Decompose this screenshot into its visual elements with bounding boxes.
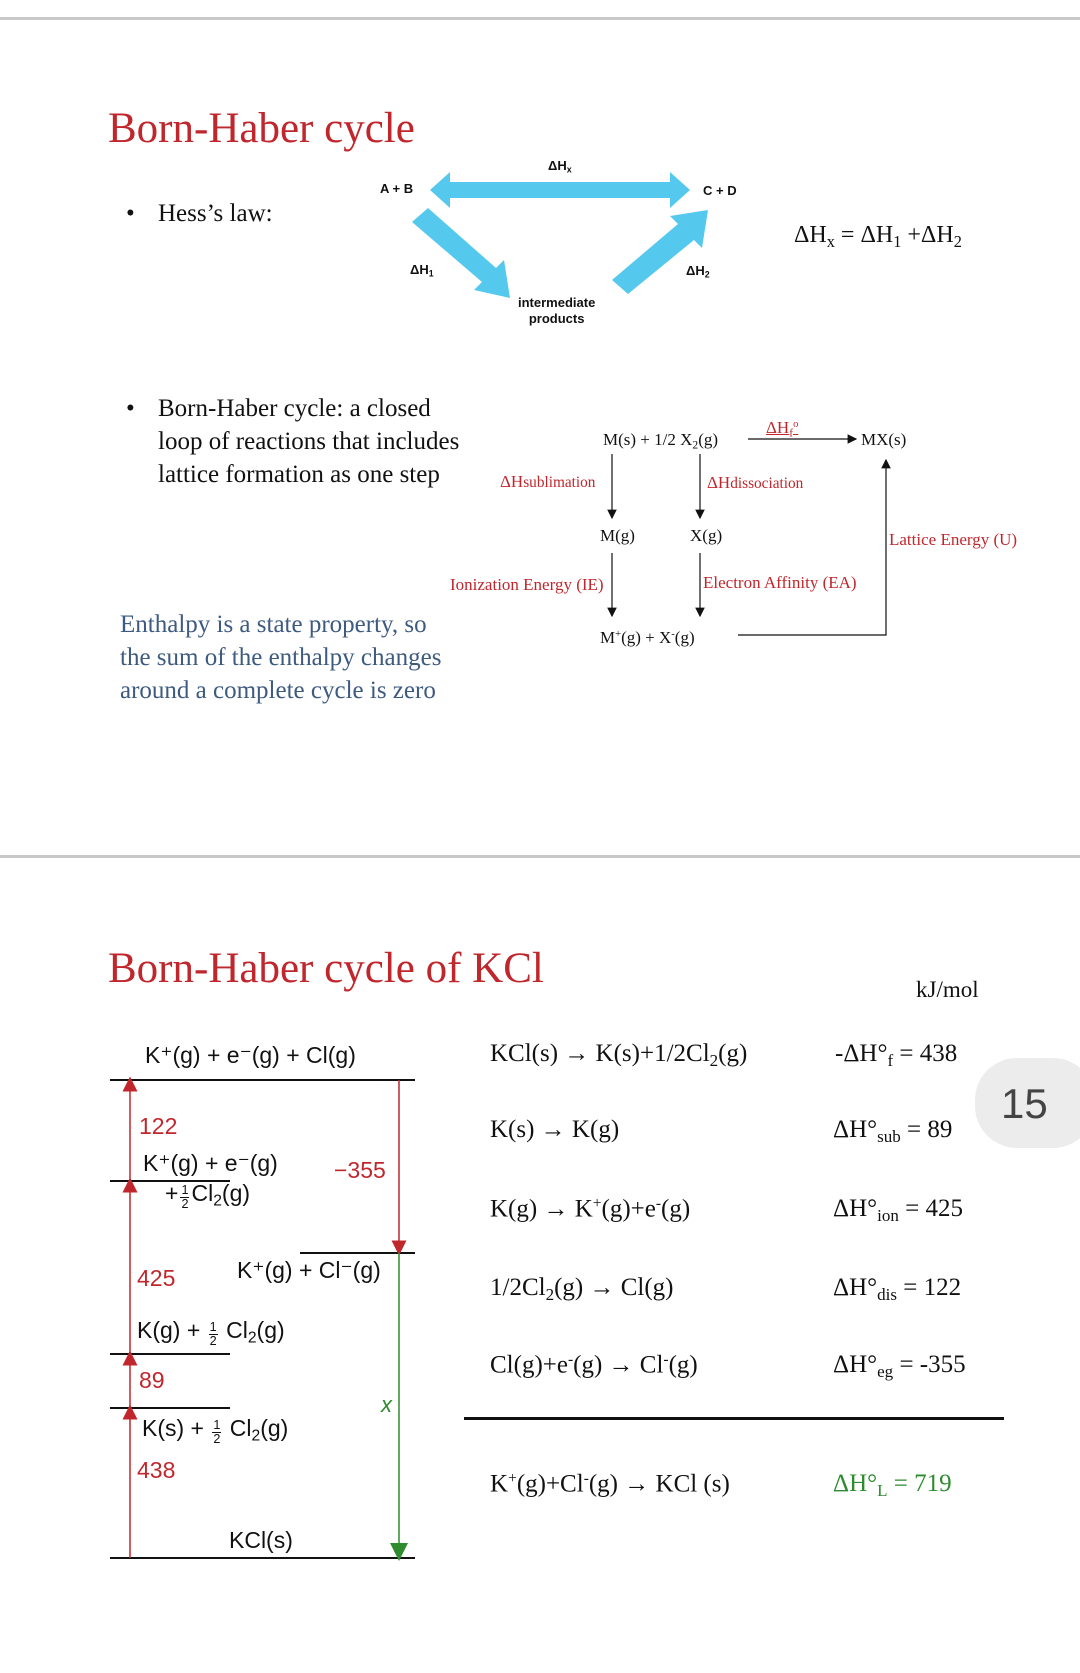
level-2-label-b: + $\frac{1}{2}$ $Cl_2(g)$ bbox=[165, 1180, 251, 1211]
level-4-label: K(g) + $\frac{1}{2}$ $Cl_2(g)$ bbox=[137, 1317, 285, 1348]
level-bottom-label: KCl(s) bbox=[229, 1527, 293, 1553]
cycle-lattice: Lattice Energy (U) bbox=[889, 530, 1018, 549]
bullet-born-haber bbox=[126, 392, 478, 491]
cycle-ie: Ionization Energy (IE) bbox=[450, 575, 604, 594]
page-number: 15 bbox=[1001, 1080, 1048, 1127]
hess-dh1: $\Delta H_1$ bbox=[410, 262, 434, 279]
cycle-mg: M(g) bbox=[600, 526, 635, 545]
hess-ab: A + B bbox=[380, 181, 414, 196]
level-top-label: K⁺(g) + e⁻(g) + Cl(g) bbox=[145, 1042, 356, 1068]
bullet-dot: • bbox=[126, 200, 135, 227]
bullet-hess-law bbox=[126, 197, 273, 230]
hess-equation: $\Delta H_x = \Delta H_1 +\Delta H_2$ bbox=[794, 222, 962, 251]
state-property-note: Enthalpy is a state property, so the sum of the enthalpy changes around a complete cycle is zero bbox=[120, 611, 442, 704]
value-122: 122 bbox=[139, 1113, 178, 1139]
value-438: 438 bbox=[137, 1457, 176, 1483]
value-89: 89 bbox=[139, 1367, 165, 1393]
reaction-total-dh: $\Delta H^\circ_L = 719$ bbox=[833, 1470, 952, 1501]
reaction-dh-2: $\Delta H^\circ_{sub} = 89$ bbox=[833, 1116, 953, 1147]
reaction-dh-1: $-\Delta H^\circ_f = 438$ bbox=[835, 1040, 958, 1071]
bullet-dot: • bbox=[126, 395, 135, 422]
cycle-ea: Electron Affinity (EA) bbox=[703, 573, 857, 592]
bullet-born-haber-text: Born-Haber cycle: a closed loop of reactions that includes lattice formation as one step bbox=[158, 395, 460, 488]
reaction-dh-4: $\Delta H^\circ_{dis} = 122$ bbox=[833, 1274, 962, 1305]
reaction-dh-5: $\Delta H^\circ_{eg} = -355$ bbox=[833, 1351, 966, 1382]
slide2-title: Born-Haber cycle of KCl bbox=[108, 945, 544, 992]
cycle-mx: MX(s) bbox=[861, 430, 907, 449]
units-label: kJ/mol bbox=[916, 977, 979, 1002]
cycle-top-left: M(s) + 1/2 $X_2(g)$ bbox=[603, 430, 719, 452]
hess-dhx: $\Delta H_x$ bbox=[548, 158, 572, 175]
top-divider bbox=[0, 17, 1080, 20]
reaction-dh-3: $\Delta H^\circ_{ion} = 425$ bbox=[833, 1195, 963, 1226]
level-3-label: K⁺(g) + Cl⁻(g) bbox=[237, 1257, 381, 1283]
cycle-dissociation: ΔHdissociation bbox=[707, 473, 804, 492]
cycle-sublimation: ΔHsublimation bbox=[500, 472, 596, 491]
cycle-ions: M+(g) + X-(g) bbox=[600, 628, 695, 647]
reaction-row-2: K(s) → K(g) bbox=[490, 1116, 620, 1143]
reaction-row-3: K(g) → K+(g)+e-(g) bbox=[490, 1195, 691, 1223]
reaction-total: K+(g)+Cl-(g) → KCl (s) bbox=[490, 1470, 730, 1498]
value-x: x bbox=[381, 1392, 392, 1417]
hess-arrow-dh2 bbox=[612, 210, 708, 294]
hess-dh2: $\Delta H_2$ bbox=[686, 263, 710, 280]
reaction-row-5: Cl(g)+e-(g) → Cl-(g) bbox=[490, 1351, 698, 1379]
cycle-xg: X(g) bbox=[690, 526, 723, 545]
slide1-title: Born-Haber cycle bbox=[108, 105, 415, 152]
value-425: 425 bbox=[137, 1265, 176, 1291]
reaction-row-1: $KCl(s) \to K(s)+1/2Cl_2(g)$ bbox=[490, 1040, 748, 1071]
cycle-dhf: $\Delta H_f^o$ bbox=[766, 418, 799, 440]
level-5-label: K(s) + $\frac{1}{2}$ $Cl_2(g)$ bbox=[142, 1415, 289, 1446]
slide-divider bbox=[0, 855, 1080, 858]
sum-rule-line bbox=[464, 1417, 1004, 1420]
value-neg355: −355 bbox=[334, 1157, 386, 1183]
hess-arrow-dh1 bbox=[412, 208, 510, 298]
bullet-hess-text: Hess’s law: bbox=[158, 200, 273, 227]
reaction-row-4: $1/2Cl_2(g) \to Cl(g)$ bbox=[490, 1274, 674, 1305]
hess-cd: C + D bbox=[703, 183, 737, 198]
hess-intermediate: intermediate products bbox=[518, 295, 596, 326]
hess-arrow-horizontal bbox=[430, 172, 690, 208]
level-2-label-a: K⁺(g) + e⁻(g) bbox=[143, 1150, 278, 1176]
